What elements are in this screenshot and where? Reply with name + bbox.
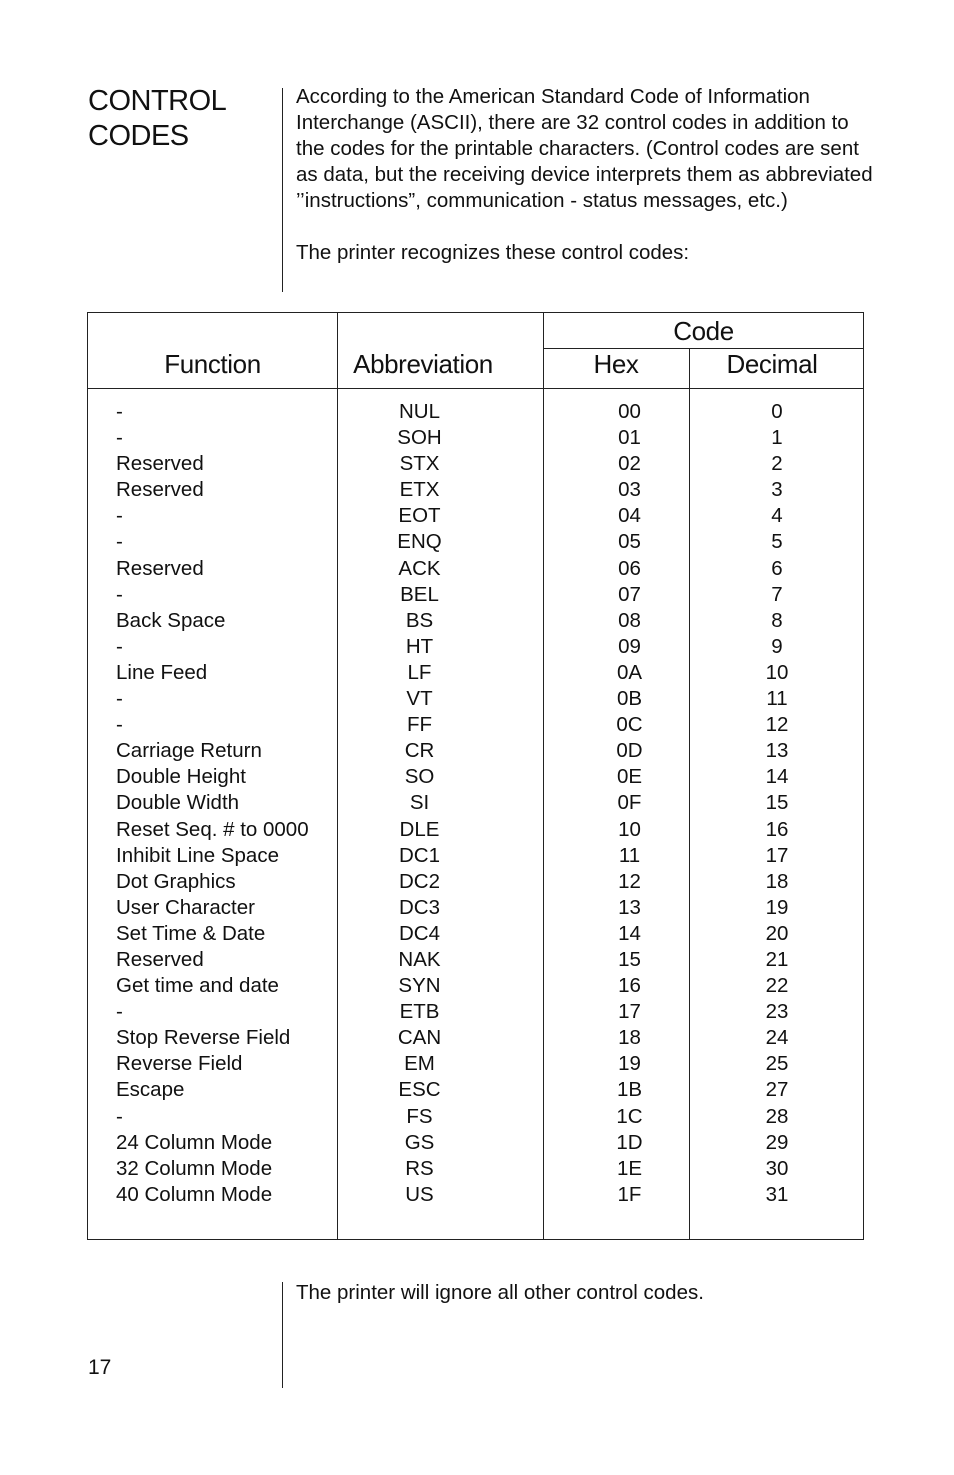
decimal-cell: 1 [771, 426, 783, 450]
abbreviation-cell: DLE [399, 817, 440, 841]
margin-rule-bottom [282, 1282, 283, 1388]
table-row [88, 895, 863, 921]
decimal-cell: 8 [771, 608, 783, 632]
abbreviation-cell: FF [406, 713, 433, 737]
hex-cell: 02 [618, 452, 641, 476]
function-cell: Reset Seq. # to 0000 [116, 817, 309, 841]
function-cell: - [116, 582, 123, 606]
function-cell: 40 Column Mode [116, 1182, 273, 1206]
hex-cell: 07 [618, 582, 641, 606]
decimal-cell: 25 [765, 1052, 789, 1076]
section-heading-line-1: CONTROL [88, 85, 227, 117]
header-function: Function [164, 349, 261, 379]
table-row [88, 477, 863, 503]
table-row [88, 738, 863, 764]
function-cell: - [116, 634, 123, 658]
table-row [88, 843, 863, 869]
table-row [88, 921, 863, 947]
hex-cell: 16 [618, 974, 641, 998]
hex-cell: 1C [616, 1104, 643, 1128]
function-cell: - [116, 530, 123, 554]
hex-cell: 15 [618, 947, 641, 971]
decimal-cell: 24 [765, 1026, 789, 1050]
section-heading-line-2: CODES [88, 120, 189, 152]
decimal-cell: 3 [771, 478, 783, 502]
hex-cell: 0F [617, 791, 642, 815]
function-cell: Double Height [116, 765, 246, 789]
function-cell: Inhibit Line Space [116, 843, 279, 867]
table-row [88, 529, 863, 555]
function-cell: Reserved [116, 556, 204, 580]
decimal-cell: 31 [765, 1182, 789, 1206]
table-row [88, 556, 863, 582]
function-cell: Double Width [116, 791, 240, 815]
abbreviation-cell: FS [406, 1104, 433, 1128]
decimal-cell: 9 [771, 634, 783, 658]
hex-cell: 04 [618, 504, 641, 528]
hex-cell: 1E [616, 1156, 643, 1180]
abbreviation-cell: CAN [397, 1026, 442, 1050]
hex-cell: 1F [617, 1182, 642, 1206]
hex-cell: 05 [618, 530, 641, 554]
intro-text [296, 84, 876, 266]
decimal-cell: 20 [765, 921, 789, 945]
hex-cell: 10 [618, 817, 641, 841]
decimal-cell: 17 [765, 843, 789, 867]
function-cell: Carriage Return [116, 739, 262, 763]
table-row [88, 790, 863, 816]
hex-cell: 19 [618, 1052, 641, 1076]
function-cell: User Character [116, 895, 255, 919]
function-cell: - [116, 426, 123, 450]
decimal-cell: 16 [765, 817, 789, 841]
hex-cell: 00 [618, 400, 641, 423]
intro-lead-in: The printer recognizes these control codes: [296, 241, 690, 264]
abbreviation-cell: ETB [399, 1000, 440, 1024]
hex-cell: 0E [616, 765, 643, 789]
decimal-cell: 19 [765, 895, 789, 919]
function-cell: - [116, 1000, 123, 1024]
abbreviation-cell: CR [404, 739, 435, 763]
table-row [88, 399, 863, 425]
table-row [88, 686, 863, 712]
hex-cell: 09 [618, 634, 641, 658]
abbreviation-cell: NUL [398, 400, 440, 423]
hex-cell: 0A [616, 660, 643, 684]
hex-cell: 14 [618, 921, 641, 945]
table-row [88, 973, 863, 999]
hex-cell: 17 [618, 1000, 641, 1024]
decimal-cell: 27 [765, 1078, 789, 1102]
table-row [88, 451, 863, 477]
function-cell: Set Time & Date [116, 921, 266, 945]
hex-cell: 0D [616, 739, 643, 763]
hex-cell: 12 [618, 869, 641, 893]
table-row [88, 1156, 863, 1182]
hex-cell: 1B [616, 1078, 643, 1102]
table-row [88, 1130, 863, 1156]
decimal-cell: 7 [771, 582, 783, 606]
abbreviation-cell: SI [409, 791, 430, 815]
header-hex: Hex [593, 349, 639, 379]
function-cell: - [116, 1104, 123, 1128]
function-cell: Reverse Field [116, 1052, 243, 1076]
table-row [88, 1182, 863, 1208]
hex-cell: 08 [618, 608, 641, 632]
abbreviation-cell: VT [406, 687, 433, 711]
margin-rule-top [282, 88, 283, 292]
function-cell: Stop Reverse Field [116, 1026, 291, 1050]
abbreviation-cell: DC1 [398, 843, 440, 867]
function-cell: - [116, 400, 123, 423]
abbreviation-cell: RS [405, 1156, 434, 1180]
abbreviation-cell: STX [399, 452, 440, 476]
function-cell: Reserved [116, 478, 204, 502]
hex-cell: 06 [618, 556, 641, 580]
hex-cell: 13 [618, 895, 641, 919]
header-decimal: Decimal [726, 349, 818, 379]
function-cell: Reserved [116, 452, 204, 476]
table-row [88, 503, 863, 529]
page-number: 17 [88, 1356, 112, 1379]
decimal-cell: 13 [765, 739, 789, 763]
abbreviation-cell: ENQ [397, 530, 442, 554]
abbreviation-cell: SYN [398, 974, 441, 998]
table-row [88, 712, 863, 738]
abbreviation-cell: DC3 [398, 895, 440, 919]
function-cell: - [116, 713, 123, 737]
decimal-cell: 0 [771, 400, 783, 423]
hex-cell: 01 [618, 426, 641, 450]
section-heading [88, 84, 268, 154]
hex-cell: 11 [618, 843, 641, 867]
function-cell: Escape [116, 1078, 185, 1102]
decimal-cell: 11 [766, 687, 788, 711]
decimal-cell: 12 [765, 713, 789, 737]
abbreviation-cell: BEL [400, 582, 439, 606]
decimal-cell: 10 [765, 660, 789, 684]
hex-cell: 03 [618, 478, 641, 502]
hex-cell: 18 [618, 1026, 641, 1050]
header-abbreviation: Abbreviation [353, 349, 493, 379]
decimal-cell: 30 [765, 1156, 789, 1180]
decimal-cell: 4 [771, 504, 783, 528]
abbreviation-cell: BS [405, 608, 434, 632]
decimal-cell: 2 [771, 452, 783, 476]
hex-cell: 0B [616, 687, 643, 711]
function-cell: Line Feed [116, 660, 208, 684]
abbreviation-cell: ETX [399, 478, 440, 502]
decimal-cell: 29 [765, 1130, 789, 1154]
abbreviation-cell: ACK [398, 556, 441, 580]
abbreviation-cell: DC2 [398, 869, 440, 893]
table-row [88, 425, 863, 451]
decimal-cell: 21 [765, 947, 789, 971]
abbreviation-cell: NAK [398, 947, 441, 971]
decimal-cell: 28 [765, 1104, 789, 1128]
function-cell: - [116, 687, 123, 711]
decimal-cell: 22 [765, 974, 789, 998]
abbreviation-cell: GS [404, 1130, 435, 1154]
function-cell: - [116, 504, 123, 528]
table-row [88, 999, 863, 1025]
intro-paragraph: According to the American Standard Code of Information Interchange (ASCII), there are 32 control codes in addition to the codes for the printable characters. (Control codes are sent as data, but the receiving device interprets them as abbreviated ’’instructions”, communication - status messages, etc.) [296, 85, 873, 212]
function-cell: Back Space [116, 608, 226, 632]
table-row [88, 1025, 863, 1051]
decimal-cell: 18 [765, 869, 789, 893]
abbreviation-cell: SO [404, 765, 435, 789]
header-code: Code [673, 316, 734, 346]
table-row [88, 869, 863, 895]
function-cell: 24 Column Mode [116, 1130, 273, 1154]
abbreviation-cell: ESC [398, 1078, 441, 1102]
decimal-cell: 15 [765, 791, 789, 815]
abbreviation-cell: SOH [397, 426, 442, 450]
table-row [88, 1104, 863, 1130]
decimal-cell: 14 [765, 765, 789, 789]
table-row [88, 764, 863, 790]
abbreviation-cell: HT [405, 634, 434, 658]
abbreviation-cell: EM [404, 1052, 435, 1076]
table-row [88, 947, 863, 973]
abbreviation-cell: US [405, 1182, 434, 1206]
table-body [88, 399, 863, 1208]
footer-note: The printer will ignore all other control codes. [296, 1281, 704, 1304]
function-cell: Reserved [116, 947, 204, 971]
function-cell: 32 Column Mode [116, 1156, 273, 1180]
function-cell: Get time and date [116, 974, 279, 998]
table-row [88, 817, 863, 843]
decimal-cell: 23 [765, 1000, 789, 1024]
abbreviation-cell: LF [407, 660, 432, 684]
hex-cell: 0C [616, 713, 643, 737]
header-bottom-rule [88, 388, 863, 389]
table-row [88, 608, 863, 634]
table-row [88, 1077, 863, 1103]
decimal-cell: 6 [771, 556, 783, 580]
abbreviation-cell: EOT [398, 504, 441, 528]
hex-cell: 1D [616, 1130, 643, 1154]
control-codes-table [87, 312, 864, 1240]
function-cell: Dot Graphics [116, 869, 236, 893]
decimal-cell: 5 [771, 530, 783, 554]
table-row [88, 660, 863, 686]
table-row [88, 1051, 863, 1077]
table-row [88, 582, 863, 608]
abbreviation-cell: DC4 [398, 921, 440, 945]
table-row [88, 634, 863, 660]
